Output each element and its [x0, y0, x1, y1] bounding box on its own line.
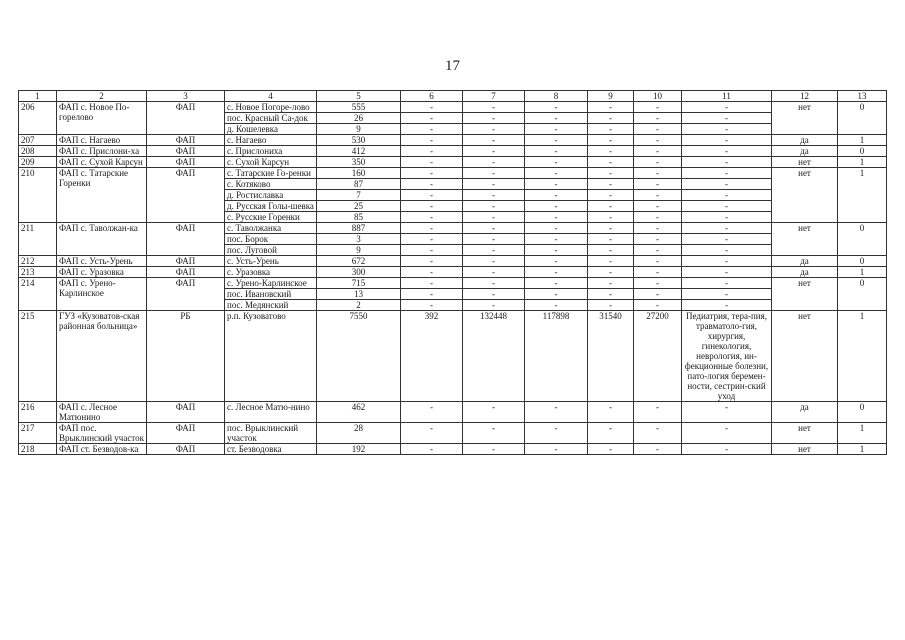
facility-name: ФАП ст. Безводов-ка	[57, 444, 147, 455]
col-9-value: -	[588, 168, 634, 179]
col-12-value: нет	[772, 278, 838, 311]
col-9-value: -	[588, 245, 634, 256]
col-8-value: -	[525, 444, 588, 455]
col-10-value: -	[634, 190, 682, 201]
col-7-value: -	[463, 201, 525, 212]
col-9-value: -	[588, 223, 634, 234]
col-8-value: -	[525, 157, 588, 168]
col-8-value: -	[525, 289, 588, 300]
settlement-name: пос. Врыклинский участок	[225, 423, 317, 444]
facilities-table	[18, 90, 887, 455]
row-number: 218	[19, 444, 57, 455]
population: 350	[317, 157, 401, 168]
table-row	[19, 423, 887, 444]
col-9-value: -	[588, 256, 634, 267]
col-11-value: -	[682, 102, 772, 113]
col-7-value: -	[463, 146, 525, 157]
col-6-value: -	[401, 102, 463, 113]
population: 555	[317, 102, 401, 113]
population: 85	[317, 212, 401, 223]
col-8-value: -	[525, 146, 588, 157]
table-row	[19, 311, 887, 402]
col-12-value: нет	[772, 444, 838, 455]
col-8-value: -	[525, 168, 588, 179]
col-12-value: да	[772, 256, 838, 267]
col-7-value: -	[463, 245, 525, 256]
col-13-value: 1	[838, 311, 887, 402]
col-10-value: -	[634, 157, 682, 168]
col-11-value: -	[682, 444, 772, 455]
row-number: 208	[19, 146, 57, 157]
population: 412	[317, 146, 401, 157]
col-6-value: -	[401, 168, 463, 179]
col-10-value: -	[634, 102, 682, 113]
col-9-value: -	[588, 102, 634, 113]
row-number: 217	[19, 423, 57, 444]
col-7-value: -	[463, 289, 525, 300]
column-header-4: 4	[225, 91, 317, 102]
col-12-value: нет	[772, 311, 838, 402]
col-9-value: -	[588, 190, 634, 201]
col-10-value: -	[634, 212, 682, 223]
col-7-value: -	[463, 423, 525, 444]
settlement-name: ст. Безводовка	[225, 444, 317, 455]
column-header-5: 5	[317, 91, 401, 102]
col-10-value: -	[634, 146, 682, 157]
col-8-value: -	[525, 135, 588, 146]
column-header-13: 13	[838, 91, 887, 102]
column-header-11: 11	[682, 91, 772, 102]
population: 9	[317, 124, 401, 135]
population: 192	[317, 444, 401, 455]
col-11-value: -	[682, 190, 772, 201]
col-12-value: да	[772, 402, 838, 423]
col-6-value: -	[401, 135, 463, 146]
col-10-value: -	[634, 113, 682, 124]
col-6-value: -	[401, 212, 463, 223]
population: 7550	[317, 311, 401, 402]
col-10-value: -	[634, 444, 682, 455]
settlement-name: с. Усть-Урень	[225, 256, 317, 267]
col-13-value: 1	[838, 423, 887, 444]
col-13-value: 0	[838, 223, 887, 256]
col-10-value: -	[634, 168, 682, 179]
col-7-value: -	[463, 278, 525, 289]
col-8-value: -	[525, 102, 588, 113]
col-9-value: -	[588, 444, 634, 455]
table-row	[19, 278, 887, 289]
col-10-value: -	[634, 179, 682, 190]
col-7-value: -	[463, 102, 525, 113]
col-8-value: -	[525, 402, 588, 423]
col-8-value: -	[525, 113, 588, 124]
facility-name: ФАП с. Сухой Карсун	[57, 157, 147, 168]
facility-name: ФАП с. Таволжан-ка	[57, 223, 147, 256]
population: 462	[317, 402, 401, 423]
facility-type: РБ	[147, 311, 225, 402]
header-row	[19, 91, 887, 102]
population: 9	[317, 245, 401, 256]
population: 26	[317, 113, 401, 124]
col-6-value: -	[401, 124, 463, 135]
facility-type: ФАП	[147, 223, 225, 256]
settlement-name: р.п. Кузоватово	[225, 311, 317, 402]
col-6-value: -	[401, 113, 463, 124]
col-8-value: -	[525, 179, 588, 190]
col-7-value: -	[463, 223, 525, 234]
facility-name: ФАП пос. Врыклинский участок	[57, 423, 147, 444]
col-10-value: -	[634, 278, 682, 289]
settlement-name: пос. Луговой	[225, 245, 317, 256]
col-10-value: -	[634, 201, 682, 212]
population: 300	[317, 267, 401, 278]
col-11-value: -	[682, 278, 772, 289]
col-6-value: -	[401, 402, 463, 423]
table-row	[19, 135, 887, 146]
facility-name: ФАП с. Прислони-ха	[57, 146, 147, 157]
col-9-value: -	[588, 278, 634, 289]
col-6-value: -	[401, 267, 463, 278]
col-8-value: -	[525, 245, 588, 256]
col-9-value: -	[588, 402, 634, 423]
col-9-value: 31540	[588, 311, 634, 402]
population: 2	[317, 300, 401, 311]
col-10-value: -	[634, 234, 682, 245]
facility-type: ФАП	[147, 102, 225, 135]
col-8-value: -	[525, 267, 588, 278]
row-number: 216	[19, 402, 57, 423]
col-11-value: -	[682, 423, 772, 444]
col-11-value: -	[682, 212, 772, 223]
col-6-value: -	[401, 146, 463, 157]
col-7-value: -	[463, 234, 525, 245]
col-10-value: -	[634, 256, 682, 267]
settlement-name: д. Ростиславка	[225, 190, 317, 201]
population: 715	[317, 278, 401, 289]
col-11-value: -	[682, 201, 772, 212]
facility-type: ФАП	[147, 444, 225, 455]
col-13-value: 0	[838, 278, 887, 311]
col-7-value: -	[463, 135, 525, 146]
settlement-name: с. Таволжанка	[225, 223, 317, 234]
col-7-value: -	[463, 157, 525, 168]
col-9-value: -	[588, 423, 634, 444]
col-9-value: -	[588, 135, 634, 146]
col-10-value: -	[634, 245, 682, 256]
settlement-name: пос. Ивановский	[225, 289, 317, 300]
col-9-value: -	[588, 113, 634, 124]
col-12-value: нет	[772, 102, 838, 135]
column-header-7: 7	[463, 91, 525, 102]
col-11-value: -	[682, 168, 772, 179]
col-7-value: -	[463, 212, 525, 223]
col-9-value: -	[588, 300, 634, 311]
col-6-value: -	[401, 245, 463, 256]
population: 672	[317, 256, 401, 267]
table-row	[19, 146, 887, 157]
population: 28	[317, 423, 401, 444]
col-8-value: -	[525, 300, 588, 311]
col-10-value: -	[634, 423, 682, 444]
col-11-value: Педиатрия, тера-пия, травматоло-гия, хирургия, гинекология, неврология, ин-фекционные болезни, пато-логия беремен-ности, сестрин-ский уход	[682, 311, 772, 402]
col-13-value: 1	[838, 157, 887, 168]
table-row	[19, 402, 887, 423]
row-number: 214	[19, 278, 57, 311]
col-9-value: -	[588, 289, 634, 300]
settlement-name: пос. Медянский	[225, 300, 317, 311]
col-8-value: -	[525, 124, 588, 135]
facility-name: ФАП с. Лесное Матюнино	[57, 402, 147, 423]
col-8-value: -	[525, 190, 588, 201]
table-row	[19, 157, 887, 168]
row-number: 211	[19, 223, 57, 256]
col-13-value: 1	[838, 135, 887, 146]
population: 7	[317, 190, 401, 201]
column-header-2: 2	[57, 91, 147, 102]
col-7-value: -	[463, 124, 525, 135]
col-6-value: -	[401, 300, 463, 311]
settlement-name: с. Котяково	[225, 179, 317, 190]
col-6-value: -	[401, 278, 463, 289]
col-6-value: 392	[401, 311, 463, 402]
col-11-value: -	[682, 124, 772, 135]
col-10-value: -	[634, 135, 682, 146]
row-number: 213	[19, 267, 57, 278]
facility-name: ФАП с. Урено-Карлинское	[57, 278, 147, 311]
col-8-value: -	[525, 201, 588, 212]
page-number: 17	[445, 58, 460, 74]
settlement-name: д. Кошелевка	[225, 124, 317, 135]
col-13-value: 1	[838, 168, 887, 223]
col-7-value: -	[463, 256, 525, 267]
col-9-value: -	[588, 179, 634, 190]
col-11-value: -	[682, 223, 772, 234]
population: 25	[317, 201, 401, 212]
col-11-value: -	[682, 135, 772, 146]
population: 160	[317, 168, 401, 179]
settlement-name: с. Урено-Карлинское	[225, 278, 317, 289]
column-header-6: 6	[401, 91, 463, 102]
col-9-value: -	[588, 212, 634, 223]
settlement-name: с. Прислониха	[225, 146, 317, 157]
facility-type: ФАП	[147, 157, 225, 168]
col-6-value: -	[401, 234, 463, 245]
col-6-value: -	[401, 223, 463, 234]
column-header-3: 3	[147, 91, 225, 102]
col-11-value: -	[682, 113, 772, 124]
col-6-value: -	[401, 256, 463, 267]
col-6-value: -	[401, 179, 463, 190]
col-6-value: -	[401, 201, 463, 212]
col-11-value: -	[682, 300, 772, 311]
facility-name: ФАП с. Уразовка	[57, 267, 147, 278]
row-number: 215	[19, 311, 57, 402]
table-row	[19, 444, 887, 455]
col-12-value: да	[772, 135, 838, 146]
facility-name: ФАП с. Новое По-горелово	[57, 102, 147, 135]
col-11-value: -	[682, 157, 772, 168]
settlement-name: с. Сухой Карсун	[225, 157, 317, 168]
settlement-name: пос. Красный Са-док	[225, 113, 317, 124]
settlement-name: с. Русские Горенки	[225, 212, 317, 223]
col-8-value: -	[525, 423, 588, 444]
col-13-value: 1	[838, 444, 887, 455]
col-8-value: -	[525, 212, 588, 223]
population: 530	[317, 135, 401, 146]
col-13-value: 0	[838, 146, 887, 157]
col-13-value: 0	[838, 402, 887, 423]
facility-type: ФАП	[147, 423, 225, 444]
table-row	[19, 168, 887, 179]
facility-type: ФАП	[147, 278, 225, 311]
population: 3	[317, 234, 401, 245]
row-number: 212	[19, 256, 57, 267]
column-header-10: 10	[634, 91, 682, 102]
column-header-12: 12	[772, 91, 838, 102]
col-8-value: -	[525, 278, 588, 289]
facility-type: ФАП	[147, 168, 225, 223]
col-9-value: -	[588, 234, 634, 245]
row-number: 210	[19, 168, 57, 223]
col-8-value: 117898	[525, 311, 588, 402]
col-9-value: -	[588, 124, 634, 135]
col-10-value: -	[634, 124, 682, 135]
col-11-value: -	[682, 267, 772, 278]
col-12-value: нет	[772, 423, 838, 444]
col-6-value: -	[401, 190, 463, 201]
col-10-value: -	[634, 289, 682, 300]
facility-type: ФАП	[147, 267, 225, 278]
col-13-value: 0	[838, 102, 887, 135]
col-9-value: -	[588, 201, 634, 212]
facility-name: ФАП с. Усть-Урень	[57, 256, 147, 267]
col-7-value: -	[463, 190, 525, 201]
table-row	[19, 256, 887, 267]
column-header-9: 9	[588, 91, 634, 102]
facility-name: ФАП с. Татарские Горенки	[57, 168, 147, 223]
col-8-value: -	[525, 223, 588, 234]
facility-type: ФАП	[147, 256, 225, 267]
settlement-name: пос. Борок	[225, 234, 317, 245]
col-6-value: -	[401, 444, 463, 455]
col-9-value: -	[588, 146, 634, 157]
col-11-value: -	[682, 245, 772, 256]
col-6-value: -	[401, 423, 463, 444]
col-11-value: -	[682, 179, 772, 190]
settlement-name: с. Татарские Го-ренки	[225, 168, 317, 179]
col-7-value: -	[463, 179, 525, 190]
settlement-name: с. Лесное Матю-нино	[225, 402, 317, 423]
col-7-value: 132448	[463, 311, 525, 402]
table-row	[19, 102, 887, 113]
col-11-value: -	[682, 256, 772, 267]
col-13-value: 1	[838, 267, 887, 278]
facility-type: ФАП	[147, 146, 225, 157]
column-header-8: 8	[525, 91, 588, 102]
col-9-value: -	[588, 267, 634, 278]
col-13-value: 0	[838, 256, 887, 267]
population: 887	[317, 223, 401, 234]
settlement-name: д. Русская Голы-шевка	[225, 201, 317, 212]
col-10-value: -	[634, 267, 682, 278]
col-11-value: -	[682, 289, 772, 300]
col-12-value: нет	[772, 168, 838, 223]
table-row	[19, 223, 887, 234]
facility-type: ФАП	[147, 135, 225, 146]
col-9-value: -	[588, 157, 634, 168]
facility-name: ГУЗ «Кузоватов-ская районная больница»	[57, 311, 147, 402]
col-10-value: 27200	[634, 311, 682, 402]
row-number: 209	[19, 157, 57, 168]
col-12-value: да	[772, 146, 838, 157]
settlement-name: с. Нагаево	[225, 135, 317, 146]
col-7-value: -	[463, 267, 525, 278]
column-header-1: 1	[19, 91, 57, 102]
col-12-value: нет	[772, 223, 838, 256]
settlement-name: с. Уразовка	[225, 267, 317, 278]
col-12-value: нет	[772, 157, 838, 168]
table-row	[19, 267, 887, 278]
settlement-name: с. Новое Погоре-лово	[225, 102, 317, 113]
facility-type: ФАП	[147, 402, 225, 423]
population: 13	[317, 289, 401, 300]
col-7-value: -	[463, 168, 525, 179]
col-8-value: -	[525, 234, 588, 245]
col-8-value: -	[525, 256, 588, 267]
col-11-value: -	[682, 402, 772, 423]
col-6-value: -	[401, 289, 463, 300]
row-number: 207	[19, 135, 57, 146]
col-7-value: -	[463, 402, 525, 423]
col-11-value: -	[682, 234, 772, 245]
col-12-value: да	[772, 267, 838, 278]
col-7-value: -	[463, 444, 525, 455]
col-7-value: -	[463, 113, 525, 124]
col-11-value: -	[682, 146, 772, 157]
col-10-value: -	[634, 402, 682, 423]
facility-name: ФАП с. Нагаево	[57, 135, 147, 146]
col-7-value: -	[463, 300, 525, 311]
col-10-value: -	[634, 223, 682, 234]
col-10-value: -	[634, 300, 682, 311]
population: 87	[317, 179, 401, 190]
row-number: 206	[19, 102, 57, 135]
col-6-value: -	[401, 157, 463, 168]
